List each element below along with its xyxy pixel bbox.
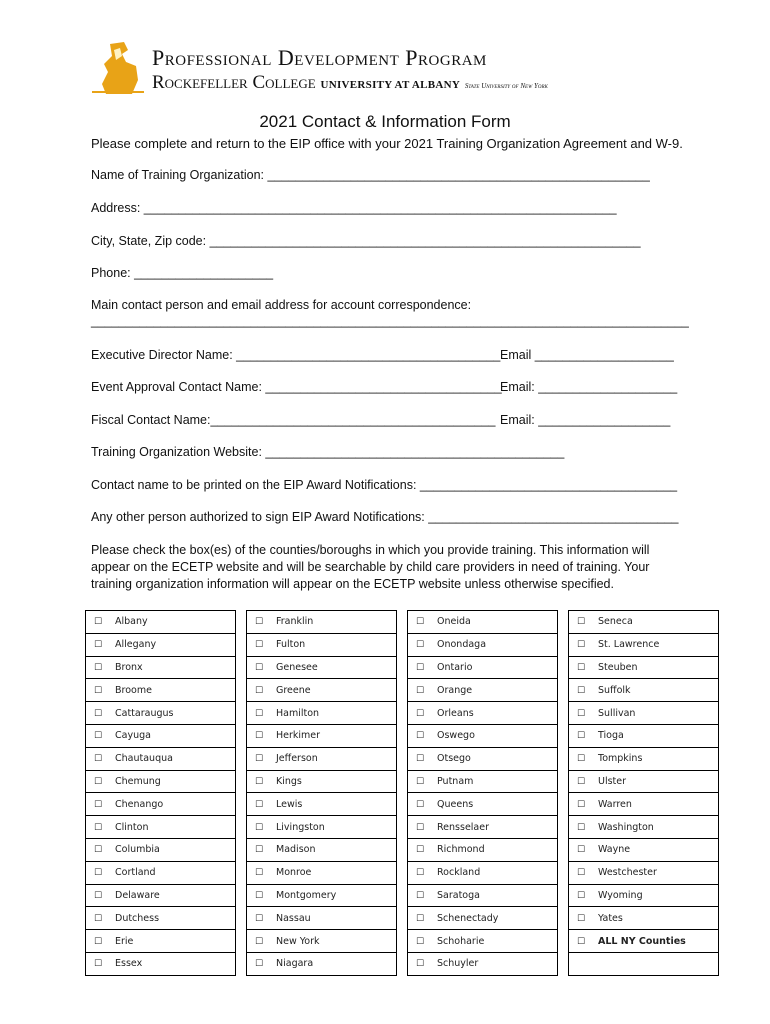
checkbox-icon[interactable]: ☐ [255, 936, 264, 947]
checkbox-icon[interactable]: ☐ [94, 845, 103, 856]
county-label: Clinton [115, 821, 149, 833]
column-gap [397, 861, 408, 884]
form-instruction: Please complete and return to the EIP office with your 2021 Training Organization Agreement and W-9. [91, 136, 683, 151]
county-label: Cattaraugus [115, 707, 174, 719]
county-cell[interactable] [408, 724, 558, 747]
column-gap [236, 930, 247, 953]
county-cell[interactable] [247, 907, 397, 930]
org-name-field[interactable]: Name of Training Organization: _______________________________________________________ [91, 168, 650, 182]
county-label: ALL NY Counties [598, 935, 686, 947]
county-label: Madison [276, 844, 316, 856]
county-cell[interactable] [569, 770, 719, 793]
county-label: Greene [276, 684, 311, 696]
county-cell[interactable] [247, 611, 397, 634]
county-cell[interactable] [247, 838, 397, 861]
column-gap [236, 861, 247, 884]
form-title: 2021 Contact & Information Form [259, 112, 511, 131]
checkbox-icon[interactable]: ☐ [255, 754, 264, 765]
county-cell[interactable] [569, 816, 719, 839]
county-label: Rensselaer [437, 821, 489, 833]
county-label: Tioga [598, 730, 624, 742]
column-gap [397, 656, 408, 679]
checkbox-icon[interactable]: ☐ [416, 822, 425, 833]
county-cell[interactable] [569, 930, 719, 953]
county-cell[interactable] [408, 952, 558, 975]
county-row [86, 702, 719, 725]
column-gap [397, 884, 408, 907]
county-label: Schenectady [437, 912, 499, 924]
column-gap [558, 747, 569, 770]
column-gap [397, 907, 408, 930]
county-row [86, 952, 719, 975]
county-cell[interactable] [247, 747, 397, 770]
county-cell[interactable] [86, 884, 236, 907]
county-cell[interactable] [86, 907, 236, 930]
county-label: St. Lawrence [598, 639, 660, 651]
county-cell[interactable] [247, 656, 397, 679]
county-label: Sullivan [598, 707, 636, 719]
column-gap [397, 952, 408, 975]
county-label: Chautauqua [115, 753, 173, 765]
county-label: Kings [276, 775, 302, 787]
checkbox-icon[interactable]: ☐ [94, 936, 103, 947]
checkbox-icon[interactable]: ☐ [94, 776, 103, 787]
program-logo [92, 40, 552, 98]
county-cell[interactable] [86, 747, 236, 770]
county-cell[interactable] [408, 747, 558, 770]
county-label: Genesee [276, 661, 318, 673]
county-label: Chemung [115, 775, 161, 787]
county-row [86, 770, 719, 793]
county-row [86, 656, 719, 679]
county-label: Cayuga [115, 730, 151, 742]
checkbox-icon[interactable]: ☐ [577, 822, 586, 833]
column-gap [558, 884, 569, 907]
county-label: Oswego [437, 730, 475, 742]
county-cell[interactable] [247, 930, 397, 953]
county-label: Montgomery [276, 889, 337, 901]
checkbox-icon[interactable]: ☐ [577, 913, 586, 924]
county-label: Hamilton [276, 707, 320, 719]
checkbox-icon[interactable]: ☐ [94, 640, 103, 651]
column-gap [397, 930, 408, 953]
county-cell[interactable] [86, 702, 236, 725]
checkbox-icon[interactable]: ☐ [416, 708, 425, 719]
checkbox-icon[interactable]: ☐ [255, 890, 264, 901]
checkbox-icon[interactable]: ☐ [255, 959, 264, 970]
column-gap [558, 611, 569, 634]
column-gap [397, 838, 408, 861]
county-label: Fulton [276, 639, 306, 651]
county-label: Orleans [437, 707, 474, 719]
county-cell[interactable] [569, 633, 719, 656]
county-row [86, 884, 719, 907]
county-label: Cortland [115, 867, 156, 879]
county-cell[interactable] [86, 724, 236, 747]
checkbox-icon[interactable]: ☐ [255, 685, 264, 696]
checkbox-icon[interactable]: ☐ [577, 731, 586, 742]
logo-emblem-icon [92, 40, 144, 96]
county-cell[interactable] [86, 838, 236, 861]
checkbox-icon[interactable]: ☐ [255, 617, 264, 628]
county-cell[interactable] [247, 724, 397, 747]
checkbox-icon[interactable]: ☐ [416, 936, 425, 947]
checkbox-icon[interactable]: ☐ [577, 776, 586, 787]
county-label: Franklin [276, 616, 314, 628]
checkbox-icon[interactable]: ☐ [577, 845, 586, 856]
checkbox-icon[interactable]: ☐ [255, 640, 264, 651]
checkbox-icon[interactable]: ☐ [94, 662, 103, 673]
logo-suny: State University of New York [464, 82, 548, 90]
column-gap [236, 884, 247, 907]
county-cell[interactable] [408, 611, 558, 634]
logo-line-2 [152, 72, 548, 94]
county-cell[interactable] [86, 656, 236, 679]
column-gap [558, 793, 569, 816]
county-label: Seneca [598, 616, 633, 628]
county-row [86, 611, 719, 634]
checkbox-icon[interactable]: ☐ [416, 754, 425, 765]
county-label: Herkimer [276, 730, 321, 742]
fiscal-contact-field[interactable]: Fiscal Contact Name:_________________________________________ [91, 413, 496, 427]
county-label: Erie [115, 935, 134, 947]
county-label: Wayne [598, 844, 631, 856]
main-contact-field[interactable]: ______________________________________________________________________________________ [91, 314, 689, 328]
county-label: Onondaga [437, 639, 487, 651]
county-cell[interactable] [569, 611, 719, 634]
checkbox-icon[interactable]: ☐ [577, 617, 586, 628]
county-cell[interactable] [408, 884, 558, 907]
checkbox-icon[interactable]: ☐ [577, 799, 586, 810]
checkbox-icon[interactable]: ☐ [577, 868, 586, 879]
county-label: Oneida [437, 616, 471, 628]
county-cell[interactable] [247, 884, 397, 907]
county-cell[interactable] [408, 907, 558, 930]
county-row [86, 907, 719, 930]
county-label: Saratoga [437, 889, 480, 901]
county-cell[interactable] [247, 861, 397, 884]
county-label: Albany [115, 616, 148, 628]
county-row [86, 793, 719, 816]
county-row [86, 633, 719, 656]
county-cell[interactable] [569, 793, 719, 816]
checkbox-icon[interactable]: ☐ [94, 913, 103, 924]
county-label: Chenango [115, 798, 164, 810]
county-cell[interactable] [86, 679, 236, 702]
checkbox-icon[interactable]: ☐ [94, 799, 103, 810]
executive-director-field[interactable]: Executive Director Name: ______________________________________ [91, 348, 501, 362]
county-cell[interactable] [86, 793, 236, 816]
county-label: Yates [598, 912, 623, 924]
county-row [86, 861, 719, 884]
column-gap [558, 679, 569, 702]
county-label: Tompkins [598, 753, 643, 765]
checkbox-icon[interactable]: ☐ [416, 662, 425, 673]
executive-director-email-field[interactable]: Email ____________________ [500, 348, 674, 362]
column-gap [236, 770, 247, 793]
checkbox-icon[interactable]: ☐ [255, 662, 264, 673]
county-cell[interactable] [86, 861, 236, 884]
column-gap [558, 861, 569, 884]
main-contact-label: Main contact person and email address for account correspondence: [91, 298, 472, 312]
county-cell[interactable] [569, 724, 719, 747]
county-label: Nassau [276, 912, 311, 924]
event-approval-email-field[interactable]: Email: ____________________ [500, 380, 678, 394]
county-label: Niagara [276, 958, 314, 970]
logo-university: UNIVERSITY AT ALBANY [320, 79, 461, 91]
column-gap [236, 838, 247, 861]
checkbox-icon[interactable]: ☐ [94, 685, 103, 696]
checkbox-icon[interactable]: ☐ [577, 936, 586, 947]
checkbox-icon[interactable]: ☐ [416, 868, 425, 879]
column-gap [558, 838, 569, 861]
column-gap [397, 793, 408, 816]
county-row [86, 816, 719, 839]
county-cell [569, 952, 719, 975]
column-gap [558, 816, 569, 839]
address-field[interactable]: Address: ____________________________________________________________________ [91, 201, 617, 215]
county-cell[interactable] [86, 952, 236, 975]
county-label: Allegany [115, 639, 157, 651]
checkbox-icon[interactable]: ☐ [416, 617, 425, 628]
column-gap [236, 816, 247, 839]
county-cell[interactable] [247, 679, 397, 702]
county-cell[interactable] [408, 793, 558, 816]
county-cell[interactable] [408, 770, 558, 793]
checkbox-icon[interactable]: ☐ [94, 754, 103, 765]
county-label: Delaware [115, 889, 160, 901]
counties-instruction: Please check the box(es) of the counties/boroughs in which you provide training. This information will appear on the ECETP website and will be searchable by child care providers in need of training. Your training organization information will appear on the ECETP website unless otherwise specified. [91, 543, 650, 591]
county-label: Essex [115, 958, 143, 970]
column-gap [236, 679, 247, 702]
county-label: Dutchess [115, 912, 160, 924]
county-label: Jefferson [276, 753, 318, 765]
checkbox-icon[interactable]: ☐ [577, 640, 586, 651]
county-label: Steuben [598, 661, 638, 673]
column-gap [397, 724, 408, 747]
award-contact-field[interactable]: Contact name to be printed on the EIP Award Notifications: _____________________________________ [91, 478, 678, 492]
county-row [86, 747, 719, 770]
checkbox-icon[interactable]: ☐ [577, 754, 586, 765]
checkbox-icon[interactable]: ☐ [416, 799, 425, 810]
checkbox-icon[interactable]: ☐ [94, 890, 103, 901]
column-gap [397, 816, 408, 839]
column-gap [236, 793, 247, 816]
column-gap [236, 952, 247, 975]
county-cell[interactable] [569, 861, 719, 884]
column-gap [558, 930, 569, 953]
checkbox-icon[interactable]: ☐ [255, 822, 264, 833]
column-gap [397, 770, 408, 793]
county-cell[interactable] [408, 633, 558, 656]
county-label: Ontario [437, 661, 473, 673]
county-label: New York [276, 935, 320, 947]
counties-table [85, 610, 719, 976]
checkbox-icon[interactable]: ☐ [255, 776, 264, 787]
county-label: Richmond [437, 844, 485, 856]
column-gap [236, 611, 247, 634]
logo-line-1: Professional Development Program [152, 45, 487, 70]
column-gap [558, 770, 569, 793]
county-label: Ulster [598, 775, 627, 787]
county-cell[interactable] [247, 952, 397, 975]
county-row [86, 838, 719, 861]
column-gap [397, 633, 408, 656]
county-cell[interactable] [86, 816, 236, 839]
county-cell[interactable] [247, 633, 397, 656]
checkbox-icon[interactable]: ☐ [577, 685, 586, 696]
checkbox-icon[interactable]: ☐ [416, 731, 425, 742]
county-label: Queens [437, 798, 474, 810]
county-label: Washington [598, 821, 654, 833]
county-label: Orange [437, 684, 473, 696]
checkbox-icon[interactable]: ☐ [416, 890, 425, 901]
county-cell[interactable] [569, 702, 719, 725]
county-cell[interactable] [247, 770, 397, 793]
county-label: Columbia [115, 844, 160, 856]
fiscal-contact-email-field[interactable]: Email: ___________________ [500, 413, 671, 427]
checkbox-icon[interactable]: ☐ [255, 708, 264, 719]
county-cell[interactable] [408, 816, 558, 839]
event-approval-field[interactable]: Event Approval Contact Name: __________________________________ [91, 380, 502, 394]
checkbox-icon[interactable]: ☐ [255, 845, 264, 856]
checkbox-icon[interactable]: ☐ [255, 868, 264, 879]
county-cell[interactable] [408, 861, 558, 884]
checkbox-icon[interactable]: ☐ [94, 617, 103, 628]
county-cell[interactable] [569, 907, 719, 930]
county-label: Monroe [276, 867, 312, 879]
county-cell[interactable] [569, 747, 719, 770]
website-field[interactable]: Training Organization Website: ___________________________________________ [91, 445, 565, 459]
checkbox-icon[interactable]: ☐ [94, 868, 103, 879]
checkbox-icon[interactable]: ☐ [94, 708, 103, 719]
county-cell[interactable] [86, 930, 236, 953]
county-cell[interactable] [247, 816, 397, 839]
column-gap [558, 952, 569, 975]
county-row [86, 679, 719, 702]
phone-field[interactable]: Phone: ____________________ [91, 266, 274, 280]
column-gap [397, 611, 408, 634]
county-cell[interactable] [569, 656, 719, 679]
column-gap [397, 702, 408, 725]
column-gap [236, 702, 247, 725]
county-cell[interactable] [408, 702, 558, 725]
county-label: Bronx [115, 661, 143, 673]
county-cell[interactable] [408, 930, 558, 953]
checkbox-icon[interactable]: ☐ [416, 640, 425, 651]
checkbox-icon[interactable]: ☐ [416, 845, 425, 856]
county-label: Suffolk [598, 684, 631, 696]
county-label: Putnam [437, 775, 474, 787]
checkbox-icon[interactable]: ☐ [94, 959, 103, 970]
county-label: Broome [115, 684, 152, 696]
column-gap [236, 747, 247, 770]
county-label: Wyoming [598, 889, 643, 901]
column-gap [236, 907, 247, 930]
checkbox-icon[interactable]: ☐ [255, 731, 264, 742]
column-gap [558, 702, 569, 725]
county-label: Lewis [276, 798, 303, 810]
county-cell[interactable] [247, 702, 397, 725]
logo-college: Rockefeller College [152, 72, 316, 93]
county-label: Warren [598, 798, 632, 810]
county-cell[interactable] [569, 884, 719, 907]
checkbox-icon[interactable]: ☐ [416, 685, 425, 696]
county-label: Westchester [598, 867, 657, 879]
checkbox-icon[interactable]: ☐ [416, 776, 425, 787]
column-gap [236, 724, 247, 747]
county-cell[interactable] [86, 770, 236, 793]
county-cell[interactable] [569, 838, 719, 861]
checkbox-icon[interactable]: ☐ [416, 959, 425, 970]
checkbox-icon[interactable]: ☐ [577, 708, 586, 719]
county-label: Rockland [437, 867, 481, 879]
checkbox-icon[interactable]: ☐ [255, 799, 264, 810]
column-gap [236, 633, 247, 656]
column-gap [397, 747, 408, 770]
county-cell[interactable] [247, 793, 397, 816]
county-label: Schuyler [437, 958, 479, 970]
column-gap [558, 633, 569, 656]
checkbox-icon[interactable]: ☐ [577, 662, 586, 673]
county-row [86, 930, 719, 953]
checkbox-icon[interactable]: ☐ [94, 822, 103, 833]
authorized-signer-field[interactable]: Any other person authorized to sign EIP Award Notifications: ____________________________________ [91, 510, 679, 524]
checkbox-icon[interactable]: ☐ [255, 913, 264, 924]
column-gap [397, 679, 408, 702]
checkbox-icon[interactable]: ☐ [94, 731, 103, 742]
checkbox-icon[interactable]: ☐ [416, 913, 425, 924]
county-cell[interactable] [408, 679, 558, 702]
county-cell[interactable] [86, 611, 236, 634]
checkbox-icon[interactable]: ☐ [577, 890, 586, 901]
county-cell[interactable] [86, 633, 236, 656]
column-gap [558, 724, 569, 747]
county-cell[interactable] [408, 656, 558, 679]
county-cell[interactable] [569, 679, 719, 702]
county-row [86, 724, 719, 747]
column-gap [558, 656, 569, 679]
county-cell[interactable] [408, 838, 558, 861]
county-label: Schoharie [437, 935, 485, 947]
county-label: Livingston [276, 821, 325, 833]
column-gap [236, 656, 247, 679]
city-state-zip-field[interactable]: City, State, Zip code: ______________________________________________________________ [91, 234, 641, 248]
column-gap [558, 907, 569, 930]
county-label: Otsego [437, 753, 471, 765]
